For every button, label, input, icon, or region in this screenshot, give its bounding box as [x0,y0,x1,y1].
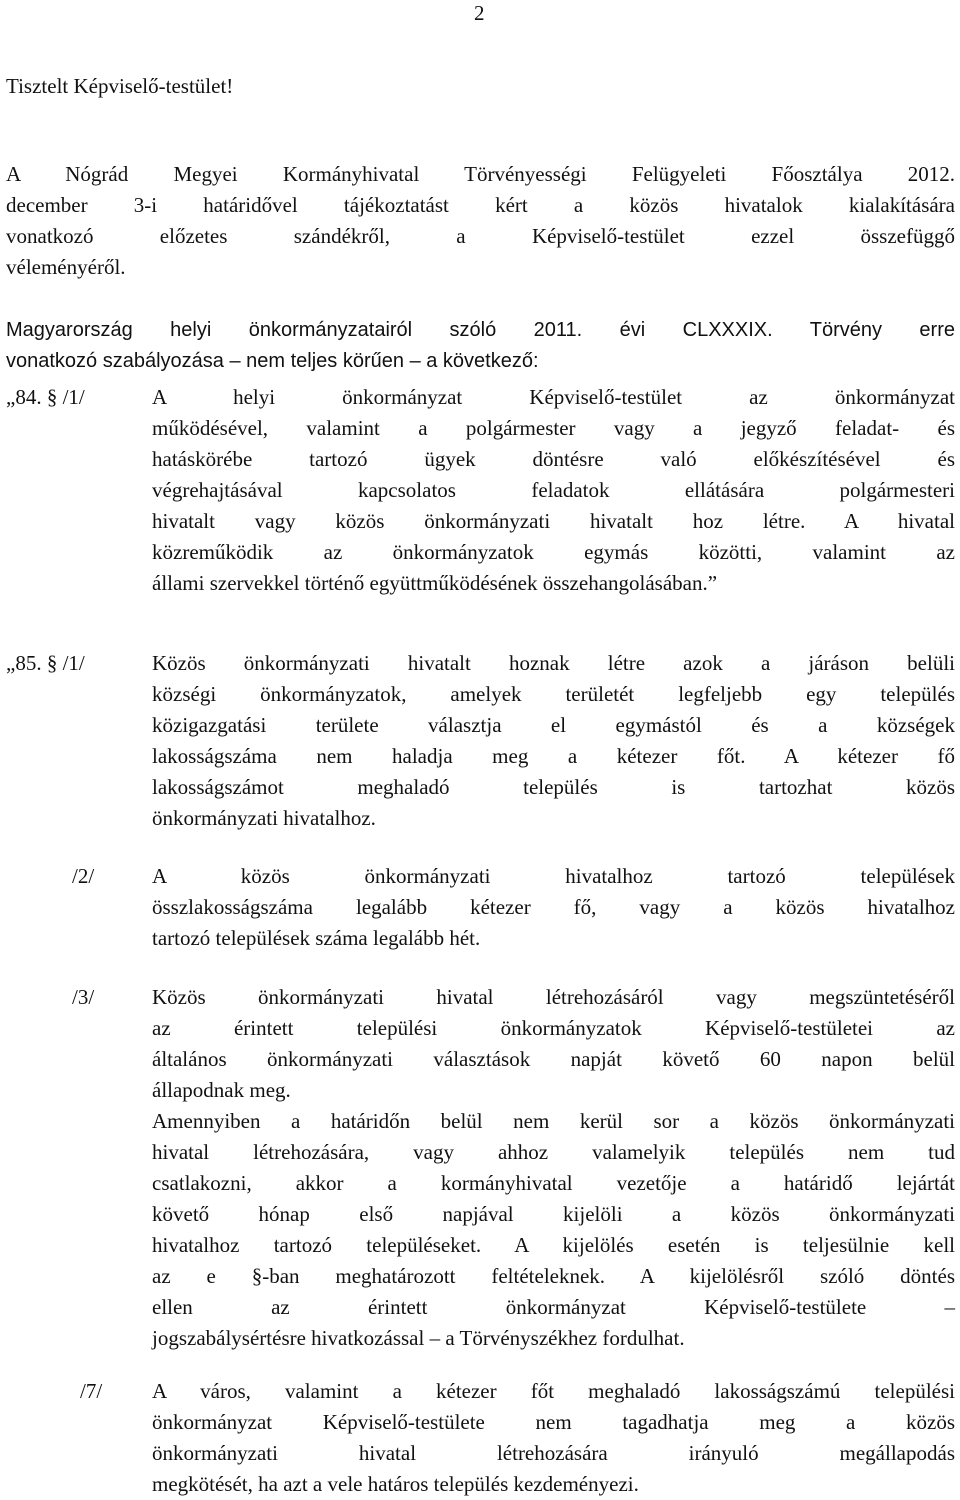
text-line: általános önkormányzati választások napját követő 60 napon belül [152,1047,955,1071]
text-line: hivatalhoz tartozó településeket. A kijelölés esetén is teljesülnie kell [152,1233,955,1257]
text-line: közigazgatási területe választja el egymástól és a községek [152,713,955,737]
text-line: A város, valamint a kétezer főt meghaladó lakosságszámú települési [152,1379,955,1403]
intro-paragraph [6,159,955,283]
text-line: A közös önkormányzati hivatalhoz tartozó települések [152,864,955,888]
text-line: lakosságszámot meghaladó település is tartozhat közös [152,775,955,799]
text-line: működésével, valamint a polgármester vagy a jegyző feladat- és [152,416,955,440]
text-line: önkormányzat Képviselő-testülete nem tagadhatja meg a közös [152,1410,955,1434]
text-line: Amennyiben a határidőn belül nem kerül sor a közös önkormányzati [152,1109,955,1133]
text-line: Magyarország helyi önkormányzatairól szóló 2011. évi CLXXXIX. Törvény erre [6,319,955,341]
text-line: lakosságszáma nem haladja meg a kétezer főt. A kétezer fő [152,744,955,768]
text-line: hatáskörébe tartozó ügyek döntésre való előkészítésével és [152,447,955,471]
law-intro-paragraph [6,315,955,377]
section-84-1-text [152,382,955,599]
text-line: hivatalt vagy közös önkormányzati hivatalt hoz létre. A hivatal [152,509,955,533]
text-line: A helyi önkormányzat Képviselő-testület az önkormányzat [152,385,955,409]
text-line: A Nógrád Megyei Kormányhivatal Törvényességi Felügyeleti Főosztálya 2012. [6,162,955,186]
text-line: összlakosságszáma legalább kétezer fő, vagy a közös hivatalhoz [152,895,955,919]
text-line: december 3-i határidővel tájékoztatást kért a közös hivatalok kialakítására [6,193,955,217]
text-line: megkötését, ha azt a vele határos település kezdeményezi. [152,1472,639,1496]
text-line: önkormányzati hivatalhoz. [152,806,376,830]
section-ref-85-1: „85. § /1/ [6,651,85,675]
text-line: állami szervekkel történő együttműködésének összehangolásában.” [152,571,718,595]
section-85-3-text [152,982,955,1354]
text-line: végrehajtásával kapcsolatos feladatok ellátására polgármesteri [152,478,955,502]
salutation: Tisztelt Képviselő-testület! [6,74,234,98]
text-line: vonatkozó szabályozása – nem teljes körűen – a következő: [6,350,539,372]
section-85-7-text [152,1376,955,1500]
text-line: hivatal létrehozására, vagy ahhoz valamelyik település nem tud [152,1140,955,1164]
text-line: követő hónap első napjával kijelöli a közös önkormányzati [152,1202,955,1226]
text-line: állapodnak meg. [152,1078,291,1102]
text-line: vonatkozó előzetes szándékről, a Képviselő-testület ezzel összefüggő [6,224,955,248]
text-line: az e §-ban meghatározott feltételeknek. A kijelölésről szóló döntés [152,1264,955,1288]
text-line: ellen az érintett önkormányzat Képviselő-testülete – [152,1295,955,1319]
text-line: tartozó települések száma legalább hét. [152,926,481,950]
text-line: Közös önkormányzati hivatalt hoznak létre azok a járáson belüli [152,651,955,675]
text-line: önkormányzati hivatal létrehozására irányuló megállapodás [152,1441,955,1465]
section-ref-84-1: „84. § /1/ [6,385,85,409]
text-line: községi önkormányzatok, amelyek területét legfeljebb egy település [152,682,955,706]
text-line: véleményéről. [6,255,126,279]
section-ref-85-3: /3/ [72,985,95,1009]
text-line: csatlakozni, akkor a kormányhivatal vezetője a határidő lejártát [152,1171,955,1195]
text-line: az érintett települési önkormányzatok Képviselő-testületei az [152,1016,955,1040]
text-line: Közös önkormányzati hivatal létrehozásáról vagy megszüntetéséről [152,985,955,1009]
page-number: 2 [474,1,485,25]
text-line: közreműködik az önkormányzatok egymás közötti, valamint az [152,540,955,564]
section-ref-85-7: /7/ [80,1379,103,1403]
section-85-2-text [152,861,955,954]
section-ref-85-2: /2/ [72,864,95,888]
text-line: jogszabálysértésre hivatkozással – a Törvényszékhez fordulhat. [152,1326,685,1350]
section-85-1-text [152,648,955,834]
